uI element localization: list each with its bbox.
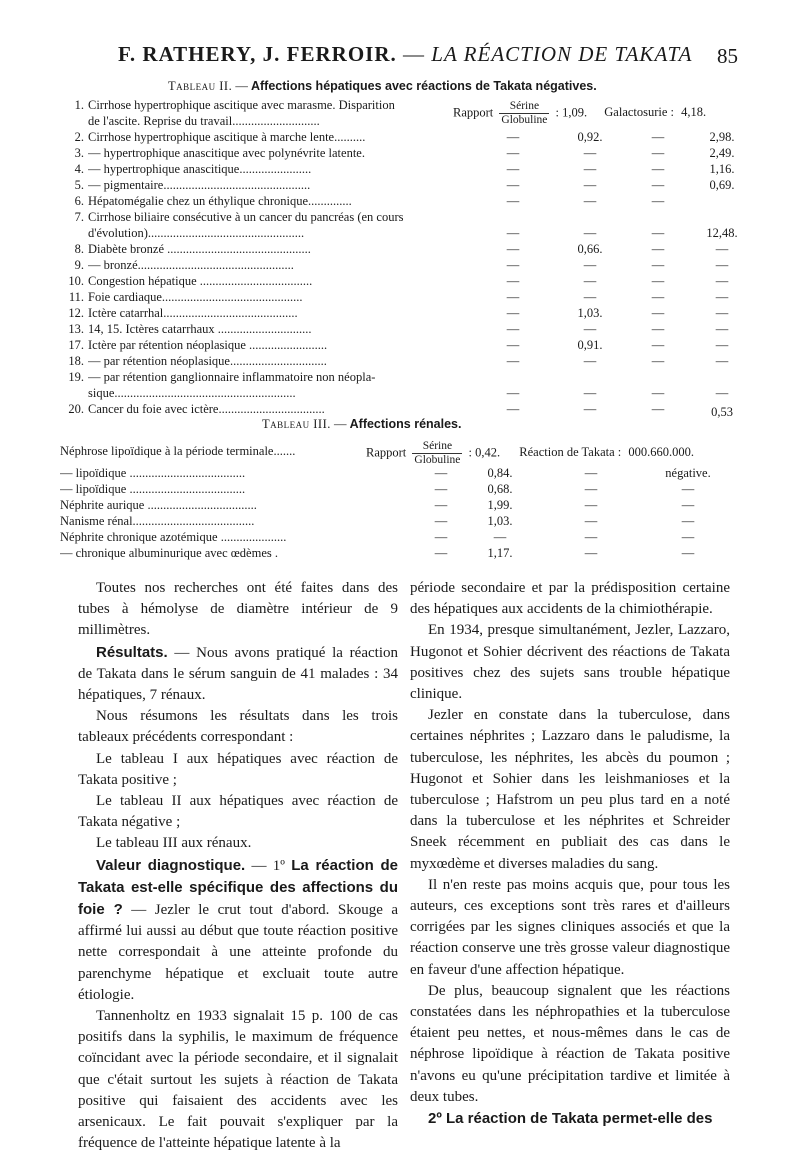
rapport-cell: —	[506, 226, 520, 240]
table2-row	[62, 274, 750, 290]
row-description: Ictère catarrhal...........................................	[88, 306, 298, 320]
table3-caption-dash: —	[334, 417, 347, 431]
galacto-label-cell: —	[651, 194, 665, 208]
rapport-cell: —	[506, 290, 520, 304]
rapport-cell: —	[506, 130, 520, 144]
row-description-cont: de l'ascite. Reprise du travail............................	[88, 114, 320, 128]
galacto-value-cell: —	[715, 290, 729, 304]
table2-row	[62, 162, 750, 178]
galacto-label-cell: —	[651, 402, 665, 416]
galacto-label-cell: —	[651, 226, 665, 240]
header-authors: F. RATHERY, J. FERROIR.	[118, 42, 397, 66]
table3-label: Tableau III.	[262, 417, 331, 431]
paragraph: Jezler en constate dans la tuberculose, dans certaines néphrites ; Lazzaro dans le paludisme, la tuberculose, les néphrites, les abcès du poumon ; Hugonot et Sohier dans les leishmanioses et la tuberculose ; Hafstrom un peu plus tard en a noté dans la tuberculose et les néphrites et Schreider Sneek récemment en publiait des cas dans le myxœdème et diverses maladies du sang.	[410, 707, 730, 872]
heading-question: La réaction de Takata est-elle spécifique des affections du foie ?	[78, 856, 398, 919]
row-number: 6.	[74, 194, 84, 208]
row-description: Foie cardiaque.............................................	[88, 290, 303, 304]
row-description: — pigmentaire...............................................	[88, 178, 311, 192]
galacto-value-cell: —	[715, 386, 729, 400]
reaction-label-cell: —	[584, 482, 598, 496]
table3-row	[60, 514, 750, 530]
ratio-fraction	[499, 100, 549, 127]
galacto-value-cell: 0,53	[711, 405, 733, 419]
table3-row	[60, 482, 750, 498]
rapport-cell: —	[506, 306, 520, 320]
rapport-cell: —	[506, 274, 520, 288]
table2-label: Tableau II.	[168, 79, 233, 93]
rapport-cell: —	[506, 386, 520, 400]
galacto-value-cell: 1,16.	[709, 162, 735, 176]
paragraph: Le tableau I aux hépatiques avec réaction de Takata positive ;	[78, 750, 398, 788]
rapport-cell: —	[506, 146, 520, 160]
rapport-label: Rapport	[453, 105, 494, 120]
fraction-denominator: Globuline	[414, 454, 461, 466]
header-title: LA RÉACTION DE TAKATA	[431, 42, 693, 66]
table2-row	[62, 210, 750, 226]
ratio-cell: 0,91.	[577, 338, 603, 352]
paragraph: Il n'en reste pas moins acquis que, pour tous les auteurs, ces exceptions sont très rares et d'ailleurs corrigées par les signes cliniques associés et que la réaction conserve une très grosse valeur diagnostique en faveur d'une affection hépatique.	[410, 876, 730, 978]
table2-row	[62, 322, 750, 338]
ratio-cell: 1,99.	[487, 498, 513, 512]
table2-row	[62, 194, 750, 210]
paragraph-text: — Nous avons pratiqué la réaction de Takata dans le sérum sanguin de 41 malades : 34 hépatiques, 7 rénaux.	[78, 644, 398, 704]
paragraph: Tannenholtz en 1933 signalait 15 p. 100 de cas positifs dans la syphilis, le maximum de fréquence coïncidant avec la période secondaire, et il signalait que c'était surtout les sujets à réaction de Takata positive qui faisaient des accidents avec les arsenicaux. Le fait pouvait s'expliquer par la fréquence de l'atteinte hépatique latente à la	[78, 1008, 398, 1152]
rapport-cell: —	[506, 194, 520, 208]
table2-row	[62, 354, 750, 370]
header-dash: —	[403, 42, 426, 66]
ratio-cell: —	[583, 274, 597, 288]
galacto-label-cell: —	[651, 322, 665, 336]
row-number: 4.	[74, 162, 84, 176]
paragraph: Le tableau II aux hépatiques avec réaction de Takata négative ;	[78, 793, 398, 831]
row-description: Cirrhose biliaire consécutive à un cancer du pancréas (en cours	[88, 210, 404, 224]
row-description: Néphrite aurique ...................................	[60, 498, 257, 512]
paragraph-text: — Jezler le crut tout d'abord. Skouge a affirmé lui aussi au début que toute réaction positive nette correspondait à une atteinte profonde du parenchyme hépatique et excluait toute autre étiologie.	[78, 902, 399, 1003]
table3-caption-text: Affections rénales.	[349, 417, 462, 431]
paragraph: Toutes nos recherches ont été faites dans des tubes à hémolyse de diamètre intérieur de 9 millimètres.	[78, 580, 398, 639]
galacto-value-cell: —	[715, 338, 729, 352]
galacto-value-cell: 2,49.	[709, 146, 735, 160]
rapport-cell: —	[434, 482, 448, 496]
paragraph: période secondaire et par la prédisposition certaine des hépatiques aux accidents de la chimiothérapie.	[410, 580, 730, 618]
reaction-label-cell: —	[584, 530, 598, 544]
row-description: Nanisme rénal.......................................	[60, 514, 255, 528]
row-number: 3.	[74, 146, 84, 160]
row-description: Cancer du foie avec ictère..................................	[88, 402, 325, 416]
rapport-cell: —	[434, 514, 448, 528]
table2-row	[62, 306, 750, 322]
rapport-cell: —	[506, 402, 520, 416]
row-description: — chronique albuminurique avec œdèmes .	[60, 546, 278, 560]
galacto-label-cell: —	[651, 306, 665, 320]
row-number: 1.	[74, 98, 84, 112]
heading-results: Résultats.	[96, 643, 168, 661]
paragraph-diagnostic	[78, 855, 398, 1006]
ratio-cell: —	[583, 194, 597, 208]
galacto-value-cell: —	[715, 306, 729, 320]
ratio-cell: —	[583, 290, 597, 304]
galacto-value-cell: 2,98.	[709, 130, 735, 144]
heading-question-2: 2º La réaction de Takata permet-elle des	[428, 1110, 713, 1128]
ratio-cell: —	[583, 386, 597, 400]
row-description: Cirrhose hypertrophique ascitique à marche lente..........	[88, 130, 366, 144]
table2-ratio-header	[453, 100, 706, 127]
reaction-label-cell: —	[584, 514, 598, 528]
row-number: 18.	[68, 354, 84, 368]
galacto-label-cell: —	[651, 162, 665, 176]
fraction-numerator: Sérine	[412, 440, 462, 454]
galactosurie-value: 4,18.	[681, 105, 707, 120]
galacto-label-cell: —	[651, 242, 665, 256]
row-number: 9.	[74, 258, 84, 272]
ratio-cell: 0,92.	[577, 130, 603, 144]
row-description: — par rétention ganglionnaire inflammatoire non néopla-	[88, 370, 376, 384]
rapport-cell: —	[506, 322, 520, 336]
table2-row	[62, 370, 750, 386]
galacto-label-cell: —	[651, 258, 665, 272]
galacto-value-cell: —	[715, 354, 729, 368]
rapport-label: Rapport	[366, 445, 407, 460]
running-header	[100, 40, 740, 74]
table2-row-cont	[62, 386, 750, 402]
reaction-value-cell: négative.	[665, 466, 711, 480]
row-description: — lipoïdique .....................................	[60, 466, 246, 480]
ratio-cell: 1,03.	[487, 514, 513, 528]
rapport-cell: —	[506, 242, 520, 256]
table2-row	[62, 290, 750, 306]
row-description: — hypertrophique anascitique avec polynévrite latente.	[88, 146, 365, 160]
reaction-value-cell: —	[681, 546, 695, 560]
table3-ratio-header	[366, 440, 694, 467]
galacto-label-cell: —	[651, 338, 665, 352]
row-number: 8.	[74, 242, 84, 256]
row-description: — bronzé..................................................	[88, 258, 294, 272]
galacto-value-cell: 12,48.	[706, 226, 738, 240]
rapport-cell: —	[506, 258, 520, 272]
galacto-value-cell: —	[715, 242, 729, 256]
rapport-cell: —	[506, 354, 520, 368]
galacto-label-cell: —	[651, 178, 665, 192]
ratio-cell: 1,03.	[577, 306, 603, 320]
table3	[60, 440, 750, 560]
paragraph: Le tableau III aux rénaux.	[96, 835, 252, 852]
reaction-value: 000.660.000.	[628, 445, 694, 460]
row-number: 7.	[74, 210, 84, 224]
ratio-cell: —	[583, 162, 597, 176]
table2-row	[62, 338, 750, 354]
row-description: 14, 15. Ictères catarrhaux ..............................	[88, 322, 312, 336]
paragraph-text: — 1º	[245, 857, 292, 874]
reaction-label-cell: —	[584, 546, 598, 560]
ratio-value: : 0,42.	[468, 445, 501, 460]
row-description: — lipoïdique .....................................	[60, 482, 246, 496]
ratio-cell: —	[583, 258, 597, 272]
table2-caption-dash: —	[235, 79, 248, 93]
row-number: 20.	[68, 402, 84, 416]
reaction-label-cell: —	[584, 498, 598, 512]
galactosurie-label: Galactosurie :	[604, 105, 675, 120]
row-description-cont: d'évolution)..................................................	[88, 226, 305, 240]
right-column	[410, 578, 730, 1129]
table2-caption-text: Affections hépatiques avec réactions de Takata négatives.	[250, 79, 597, 93]
galacto-label-cell: —	[651, 386, 665, 400]
ratio-cell: —	[583, 354, 597, 368]
reaction-label-cell: —	[584, 466, 598, 480]
fraction-numerator: Sérine	[499, 100, 549, 114]
paragraph: En 1934, presque simultanément, Jezler, Lazzaro, Hugonot et Sohier décrivent des réactions de Takata positives chez des sujets sans trouble hépatique clinique.	[410, 622, 730, 703]
rapport-cell: —	[506, 162, 520, 176]
row-number: 10.	[68, 274, 84, 288]
row-description: Congestion hépatique ....................................	[88, 274, 313, 288]
rapport-cell: —	[434, 530, 448, 544]
row-description: Cirrhose hypertrophique ascitique avec marasme. Disparition	[88, 98, 395, 112]
reaction-value-cell: —	[681, 530, 695, 544]
ratio-cell: 1,17.	[487, 546, 513, 560]
galacto-label-cell: —	[651, 130, 665, 144]
table2-row	[62, 258, 750, 274]
reaction-label: Réaction de Takata :	[519, 445, 622, 460]
rapport-cell: —	[506, 178, 520, 192]
ratio-cell: —	[583, 146, 597, 160]
table3-caption	[262, 417, 461, 432]
galacto-value-cell: 0,69.	[709, 178, 735, 192]
row-number: 19.	[68, 370, 84, 384]
ratio-cell: —	[583, 178, 597, 192]
ratio-cell: 0,84.	[487, 466, 513, 480]
row-number: 17.	[68, 338, 84, 352]
row-description: — hypertrophique anascitique.......................	[88, 162, 312, 176]
reaction-value-cell: —	[681, 498, 695, 512]
galacto-label-cell: —	[651, 146, 665, 160]
table2-row-cont	[62, 226, 750, 242]
ratio-cell: —	[583, 226, 597, 240]
row-number: 13.	[68, 322, 84, 336]
rapport-cell: —	[434, 498, 448, 512]
rapport-cell: —	[506, 338, 520, 352]
ratio-cell: —	[583, 402, 597, 416]
ratio-cell: 0,68.	[487, 482, 513, 496]
ratio-cell: —	[493, 530, 507, 544]
heading-diagnostic: Valeur diagnostique.	[96, 856, 246, 874]
galacto-label-cell: —	[651, 354, 665, 368]
paragraph: Nous résumons les résultats dans les trois tableaux précédents correspondant :	[78, 708, 398, 746]
ratio-value: : 1,09.	[555, 105, 588, 120]
table2-row	[62, 146, 750, 162]
table2-caption	[168, 79, 597, 94]
ratio-cell: —	[583, 322, 597, 336]
row-description: — par rétention néoplasique...............................	[88, 354, 327, 368]
table3-row	[60, 498, 750, 514]
running-title	[118, 42, 692, 67]
table2	[62, 98, 750, 419]
row-description: Néphrose lipoïdique à la période terminale.......	[60, 444, 296, 458]
reaction-value-cell: —	[681, 514, 695, 528]
reaction-value-cell: —	[681, 482, 695, 496]
table3-row	[60, 466, 750, 482]
galacto-label-cell: —	[651, 274, 665, 288]
row-description: Néphrite chronique azotémique .....................	[60, 530, 287, 544]
row-number: 11.	[68, 290, 84, 304]
row-description: Diabète bronzé ..............................................	[88, 242, 311, 256]
row-number: 12.	[68, 306, 84, 320]
paragraph-results	[78, 642, 398, 707]
rapport-cell: —	[434, 466, 448, 480]
galacto-value-cell: —	[715, 274, 729, 288]
ratio-fraction	[412, 440, 462, 467]
table2-row	[62, 242, 750, 258]
row-number: 5.	[74, 178, 84, 192]
galacto-value-cell: —	[715, 322, 729, 336]
fraction-denominator: Globuline	[501, 114, 548, 126]
rapport-cell: —	[434, 546, 448, 560]
page-number: 85	[717, 44, 738, 68]
galacto-label-cell: —	[651, 290, 665, 304]
row-description: Ictère par rétention néoplasique .........................	[88, 338, 328, 352]
row-description: Hépatomégalie chez un éthylique chronique..............	[88, 194, 352, 208]
table3-row	[60, 530, 750, 546]
table2-row	[62, 402, 750, 418]
paragraph: De plus, beaucoup signalent que les réactions constatées dans les néphropathies et la tuberculose étaient peu nettes, et nous-mêmes dans le cas de néphrose lipoïdique à réaction de Takata positive n'avons eu qu'une précipitation tardive et limitée à deux tubes.	[410, 982, 730, 1105]
galacto-value-cell: —	[715, 258, 729, 272]
row-number: 2.	[74, 130, 84, 144]
row-description-cont: sique..........................................................	[88, 386, 296, 400]
left-column	[78, 578, 398, 1154]
table3-row	[60, 546, 750, 562]
ratio-cell: 0,66.	[577, 242, 603, 256]
table2-row	[62, 178, 750, 194]
table2-row	[62, 130, 750, 146]
